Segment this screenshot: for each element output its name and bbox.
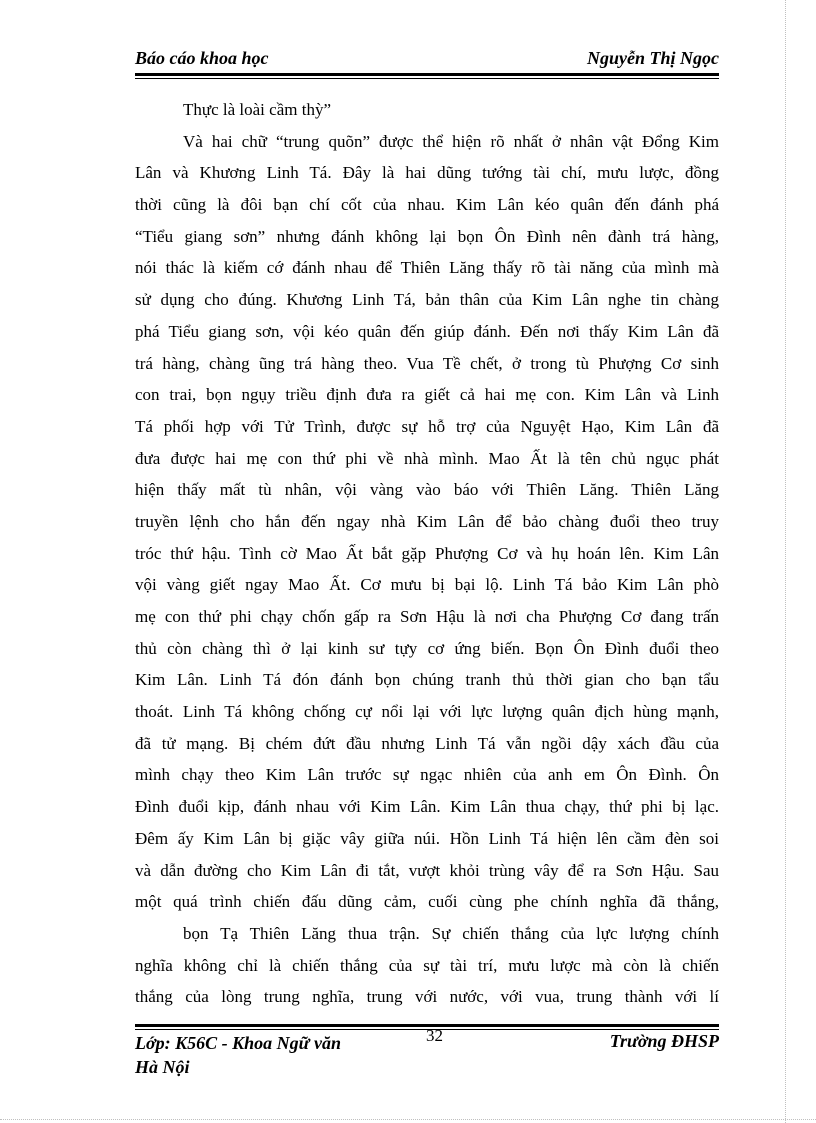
text-line: phá Tiểu giang sơn, vội kéo quân đến giúp đánh. Đến nơi thấy Kim Lân đã	[135, 321, 719, 341]
page-number: 32	[426, 1026, 443, 1045]
text-line: Đình đuổi kịp, đánh nhau với Kim Lân. Kim Lân thua chạy, thứ phi bị lạc.	[135, 797, 719, 817]
text-line: nghĩa không chỉ là chiến thắng của sự tài trí, mưu lược mà còn là chiến	[135, 955, 719, 975]
text-line: nói thác là kiếm cớ đánh nhau để Thiên Lăng thấy rõ tài năng của mình mà	[135, 258, 719, 278]
text-line: sử dụng cho đúng. Khương Linh Tá, bản thân của Kim Lân nghe tin chàng	[135, 290, 719, 310]
text-line: thoát. Linh Tá không chống cự nổi lại với lực lượng quân địch hùng mạnh,	[135, 702, 719, 722]
header-rule-thin	[135, 78, 719, 79]
text-line: một quá trình chiến đấu dũng cảm, cuối cùng phe chính nghĩa đã thắng,	[135, 892, 719, 912]
text-line: và dẫn đường cho Kim Lân đi tắt, vượt khỏi trùng vây để ra Sơn Hậu. Sau	[135, 860, 719, 880]
page-header	[135, 48, 719, 74]
text-line: đưa được hai mẹ con thứ phi về nhà mình. Mao Ất là tên chủ ngục phát	[135, 448, 719, 468]
body-text	[135, 94, 719, 1013]
text-line: trá hàng, chàng ũng trá hàng theo. Vua Tề chết, ở trong tù Phượng Cơ sinh	[135, 353, 719, 373]
text-line: vội vàng giết ngay Mao Ất. Cơ mưu bị bại lộ. Linh Tá bảo Kim Lân phò	[135, 575, 719, 595]
text-line: con trai, bọn ngụy triều định đưa ra giết cả hai mẹ con. Kim Lân và Linh	[135, 385, 719, 405]
footer-school: Trường ĐHSP	[609, 1031, 719, 1051]
text-line: đã tử mạng. Bị chém đứt đầu nhưng Linh Tá vẫn ngồi dậy xách đầu của	[135, 733, 719, 753]
text-line: thời cũng là đôi bạn chí cốt của nhau. Kim Lân kéo quân đến đánh phá	[135, 195, 719, 215]
text-line: thủ còn chàng thì ở lại kinh sư tựy cơ ứng biến. Bọn Ôn Đình đuổi theo	[135, 638, 719, 658]
page-edge-right	[785, 0, 786, 1123]
text-line: thắng của lòng trung nghĩa, trung với nước, với vua, trung thành với lí	[135, 987, 719, 1007]
text-line: Thực là loài cầm thỳ”	[183, 100, 331, 119]
text-line: Tá phối hợp với Tử Trình, được sự hỗ trợ của Nguyệt Hạo, Kim Lân đã	[135, 416, 719, 436]
footer-class-line: Lớp: K56C - Khoa Ngữ văn	[135, 1033, 341, 1053]
text-line: Đêm ấy Kim Lân bị giặc vây giữa núi. Hồn Linh Tá hiện lên cầm đèn soi	[135, 828, 719, 848]
text-line: bọn Tạ Thiên Lăng thua trận. Sự chiến thắng của lực lượng chính	[183, 923, 719, 943]
text-line: mình chạy theo Kim Lân trước sự ngạc nhiên của anh em Ôn Đình. Ôn	[135, 765, 719, 785]
text-line: “Tiểu giang sơn” nhưng đánh không lại bọn Ôn Đình nên đành trá hàng,	[135, 226, 719, 246]
footer-class-info	[135, 1031, 341, 1079]
text-line: Lân và Khương Linh Tá. Đây là hai dũng tướng tài chí, mưu lược, đồng	[135, 163, 719, 183]
header-author: Nguyễn Thị Ngọc	[587, 48, 719, 68]
text-line: hiện thấy mất tù nhân, vội vàng vào báo với Thiên Lăng. Thiên Lăng	[135, 480, 719, 500]
header-title: Báo cáo khoa học	[135, 48, 269, 68]
text-line: tróc thứ hậu. Tình cờ Mao Ất bắt gặp Phượng Cơ và hụ hoán lên. Kim Lân	[135, 543, 719, 563]
text-line: Và hai chữ “trung quõn” được thể hiện rõ nhất ở nhân vật Đổng Kim	[183, 131, 719, 151]
page-edge-bottom	[0, 1119, 816, 1120]
footer-city-line: Hà Nội	[135, 1057, 190, 1077]
text-line: Kim Lân. Linh Tá đón đánh bọn chúng tranh thủ thời gian cho bạn tẩu	[135, 670, 719, 690]
text-line: truyền lệnh cho hắn đến ngay nhà Kim Lân để bảo chàng đuổi theo truy	[135, 511, 719, 531]
text-line: mẹ con thứ phi chạy chốn gấp ra Sơn Hậu là nơi cha Phượng Cơ đang trấn	[135, 607, 719, 626]
